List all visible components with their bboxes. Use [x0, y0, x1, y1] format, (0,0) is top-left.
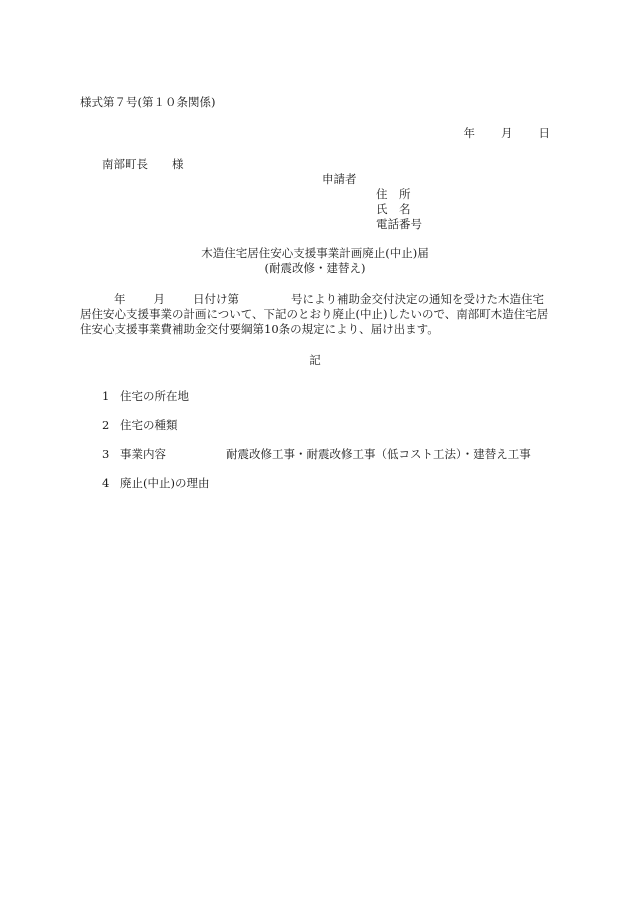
list-item: 1 住宅の所在地 — [102, 389, 189, 403]
list-item: 4 廃止(中止)の理由 — [102, 476, 210, 490]
ki-heading: 記 — [309, 353, 321, 367]
applicant-fields — [376, 187, 422, 232]
list-item: 2 住宅の種類 — [102, 418, 178, 432]
body-line-1: 年 月 日付け第 号により補助金交付決定の通知を受けた木造住宅 — [114, 292, 544, 306]
body-line-3: 住安心支援事業費補助金交付要綱第10条の規定により、届け出ます。 — [80, 322, 439, 336]
date-year: 年 — [463, 126, 475, 140]
addressee — [102, 157, 184, 172]
addressee-honorific: 様 — [172, 157, 184, 171]
body-line-2: 居住安心支援事業の計画について、下記のとおり廃止(中止)したいので、南部町木造住宅居 — [80, 307, 549, 321]
form-number: 様式第７号(第１０条関係) — [80, 95, 216, 109]
body-text — [80, 292, 555, 337]
applicant-label: 申請者 — [322, 172, 357, 186]
field-address: 住 所 — [376, 187, 411, 201]
document-title: 木造住宅居住安心支援事業計画廃止(中止)届 — [201, 246, 429, 260]
addressee-name: 南部町長 — [102, 157, 148, 171]
item-list — [102, 389, 531, 505]
date-line — [464, 126, 551, 141]
field-name: 氏 名 — [376, 202, 411, 216]
document-subtitle: (耐震改修・建替え) — [264, 261, 366, 275]
field-phone: 電話番号 — [376, 217, 422, 231]
date-day: 日 — [538, 126, 550, 140]
list-item: 3 事業内容 耐震改修工事・耐震改修工事（低コスト工法）・建替え工事 — [102, 447, 531, 461]
date-month: 月 — [501, 126, 513, 140]
